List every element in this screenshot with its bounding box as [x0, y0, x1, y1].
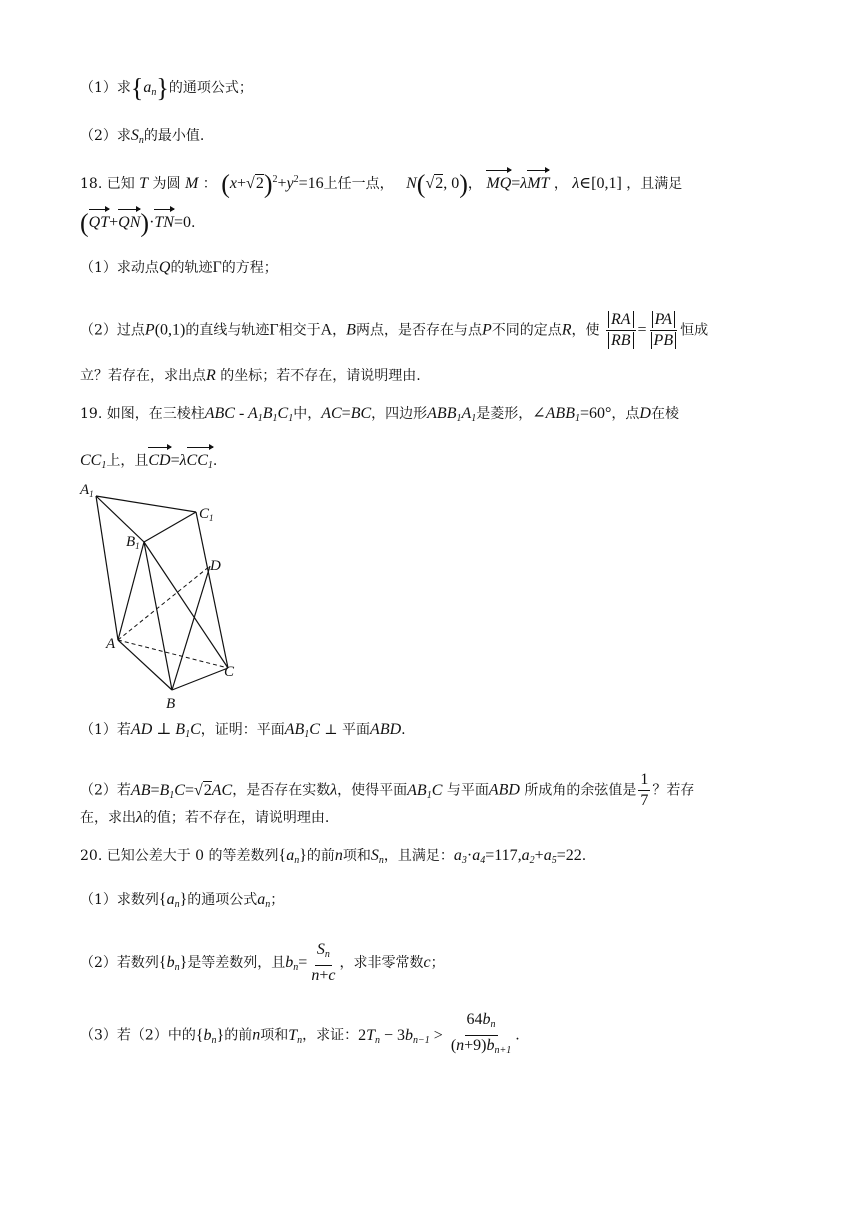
q20-part3: （3）若（2）中的$\{b_n\}$的前n项和$T_n$，求证：$2T_n - 3b_{n-1}$ > $\frac{64b_n}{(n+9)b_{n+1}}$ .: [80, 1010, 520, 1061]
fraction-64bn: $\frac{64b_n}{(n+9)b_{n+1}}$: [450, 1011, 512, 1056]
label-b1: $B_1$: [126, 534, 140, 551]
question-number: 20.: [80, 848, 103, 864]
q18-part2: （2）过点P(0,1)的直线与轨迹Γ相交于A，B两点，是否存在与点P不同的定点R，使 $\frac{RA}{RB}$ = $\frac{PA}{PB}$ 恒成: [80, 311, 709, 349]
edge-b1-a: [118, 542, 144, 640]
edge-b-d: [172, 566, 210, 690]
label-c1: $C_1$: [199, 506, 214, 523]
edge-a1-a: [96, 496, 118, 640]
prism-figure: [78, 478, 248, 714]
q17-part2: （2）求$S_n$的最小值.: [80, 127, 205, 146]
edge-b1-c1: [144, 512, 196, 542]
fraction-1-7: $\frac{1}{7}$: [640, 771, 649, 809]
q20-part1: （1）求数列$\{a_n\}$的通项公式$a_n$；: [80, 891, 285, 910]
label-a1: $A_1$: [80, 482, 94, 499]
q19-part2: （2）若$AB=B_1C=√2AC$，是否存在实数λ，使得平面$AB_1C$ 与平面ABD 所成角的余弦值是 $\frac{1}{7}$ ？若存: [80, 771, 695, 809]
question-number: 19.: [80, 406, 103, 422]
q19-part1: （1）若AD ⊥ $B_1C$，证明：平面$AB_1C$ ⊥ 平面ABD.: [80, 721, 406, 740]
q18-part1: （1）求动点Q的轨迹Γ的方程；: [80, 259, 278, 276]
label-d: D: [210, 558, 221, 574]
q20-part2: （2）若数列$\{b_n\}$是等差数列，且$b_n=$ $\frac{S_n}{n+c}$ ，求非零常数c；: [80, 941, 445, 984]
ratio-pa-pb: $\frac{PA}{PB}$: [649, 310, 679, 351]
label-b: B: [166, 696, 176, 712]
q18-part2-cont: 立？若存在，求出点R 的坐标；若不存在，请说明理由.: [80, 367, 421, 384]
q17-part1: （1）求$\{a_n\}$的通项公式；: [80, 73, 253, 103]
q18-stem-line1: 18. 已知 T 为圆 M ： $(x+√2)^2+y^2=16$上任一点， N(√2, 0)， MQ=λMT ， λ∈[0,1] ，且满足: [80, 169, 683, 199]
q19-part2-cont: 在，求出λ的值；若不存在，请说明理由.: [80, 809, 330, 826]
sequence-a-set: $\{a_n\}$: [130, 73, 169, 103]
question-number: 18.: [80, 176, 103, 192]
q20-stem: 20. 已知公差大于 0 的等差数列$\{a_n\}$的前n项和$S_n$，且满足：$a_3\cdot a_4=117,a_2+a_5=22$.: [80, 847, 587, 866]
fraction-sn-over-n-plus-c: $\frac{S_n}{n+c}$: [311, 941, 336, 984]
label-c: C: [224, 664, 235, 680]
ratio-ra-rb: $\frac{RA}{RB}$: [606, 310, 636, 351]
label-a: A: [106, 636, 116, 652]
edge-a-d-hidden: [118, 566, 210, 640]
q19-stem-line2: $CC_1$上，且CD=λCC$_1$.: [80, 446, 217, 478]
edge-b-c: [172, 668, 228, 690]
q18-stem-line2: (QT+QN)·TN=0.: [80, 208, 196, 238]
q19-stem-line1: 19. 如图，在三棱柱ABC - $A_1B_1C_1$中，AC=BC，四边形$ABB_1A_1$是菱形，$\angle ABB_1=60^\circ$，点D在棱: [80, 405, 679, 424]
